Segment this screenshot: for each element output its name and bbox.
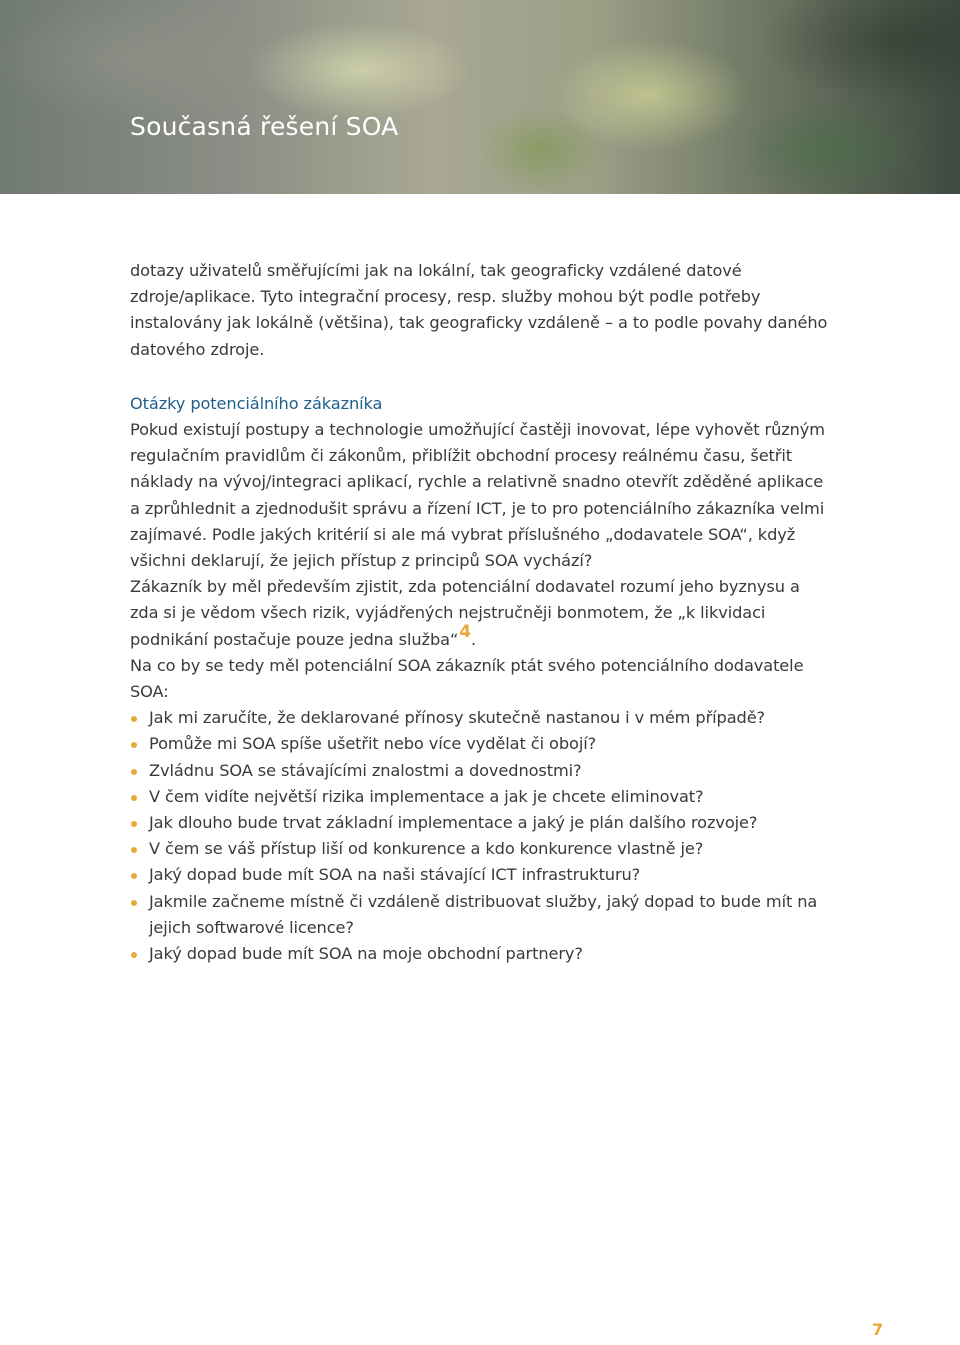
bullet-icon: [131, 742, 137, 748]
bullet-icon: [131, 716, 137, 722]
list-item: [130, 810, 830, 836]
list-item-text: Zvládnu SOA se stávajícími znalostmi a dovednostmi?: [149, 760, 582, 780]
bullet-icon: [131, 821, 137, 827]
list-item: [130, 836, 830, 862]
intro-paragraph: dotazy uživatelů směřujícími jak na lokální, tak geograficky vzdálené datové zdroje/aplikace. Tyto integrační procesy, resp. služby mohou být podle potřeby instalovány jak lokálně (většina), tak geograficky vzdáleně – a to podle povahy daného datového zdroje.: [130, 261, 828, 359]
main-content: [130, 258, 830, 967]
question-list: [130, 705, 830, 967]
header-banner: [0, 0, 960, 194]
bullet-icon: [131, 900, 137, 906]
list-item-text: Jaký dopad bude mít SOA na moje obchodní partnery?: [149, 944, 583, 964]
list-item: [130, 758, 830, 784]
bullet-icon: [131, 873, 137, 879]
list-item-text: Pomůže mi SOA spíše ušetřit nebo více vydělat či obojí?: [149, 734, 597, 754]
list-item: [130, 941, 830, 967]
footnote-reference[interactable]: 4: [459, 621, 471, 642]
bullet-icon: [131, 795, 137, 801]
list-item: [130, 862, 830, 888]
list-item-text: V čem vidíte největší rizika implementace a jak je chcete eliminovat?: [149, 786, 704, 806]
list-item-text: Jakmile začneme místně či vzdáleně distribuovat služby, jaký dopad to bude mít na jejich softwarové licence?: [149, 891, 818, 937]
page-number: 7: [872, 1320, 884, 1339]
list-item-text: Jaký dopad bude mít SOA na naši stávající ICT infrastrukturu?: [149, 865, 641, 885]
list-item: [130, 784, 830, 810]
list-item-text: V čem se váš přístup liší od konkurence a kdo konkurence vlastně je?: [149, 839, 704, 859]
list-item: [130, 889, 830, 941]
paragraph-2-end: .: [470, 629, 477, 649]
list-item-text: Jak mi zaručíte, že deklarované přínosy skutečně nastanou i v mém případě?: [149, 708, 766, 728]
paragraph-3: Na co by se tedy měl potenciální SOA zákazník ptát svého potenciálního dodavatele SOA:: [130, 655, 804, 702]
page-title: Současná řešení SOA: [130, 112, 399, 141]
section-heading: Otázky potenciálního zákazníka: [130, 393, 383, 413]
paragraph-1: Pokud existují postupy a technologie umožňující častěji inovovat, lépe vyhovět různým regulačním pravidlům či zákonům, přiblížit obchodní procesy reálnému času, šetřit náklady na vývoj/integraci aplikací, rychle a relativně snadno otevřít zděděné aplikace a zprůhlednit a zjednodušit správu a řízení ICT, je to pro potenciálního zákazníka velmi zajímavé. Podle jakých kritérií si ale má vybrat příslušného „dodavatele SOA“, když všichni deklarují, že jejich přístup z principů SOA vychází?: [130, 420, 825, 571]
list-item: [130, 731, 830, 757]
paragraph-2-text: Zákazník by měl především zjistit, zda potenciální dodavatel rozumí jeho byznysu a zda si je vědom všech rizik, vyjádřených nejstručněji bonmotem, že „k likvidaci podnikání postačuje pouze jedna služba“: [130, 577, 800, 649]
bullet-icon: [131, 952, 137, 958]
list-item-text: Jak dlouho bude trvat základní implementace a jaký je plán dalšího rozvoje?: [149, 813, 758, 833]
paragraph-2: [130, 574, 830, 653]
list-item: [130, 705, 830, 731]
bullet-icon: [131, 769, 137, 775]
bullet-icon: [131, 847, 137, 853]
